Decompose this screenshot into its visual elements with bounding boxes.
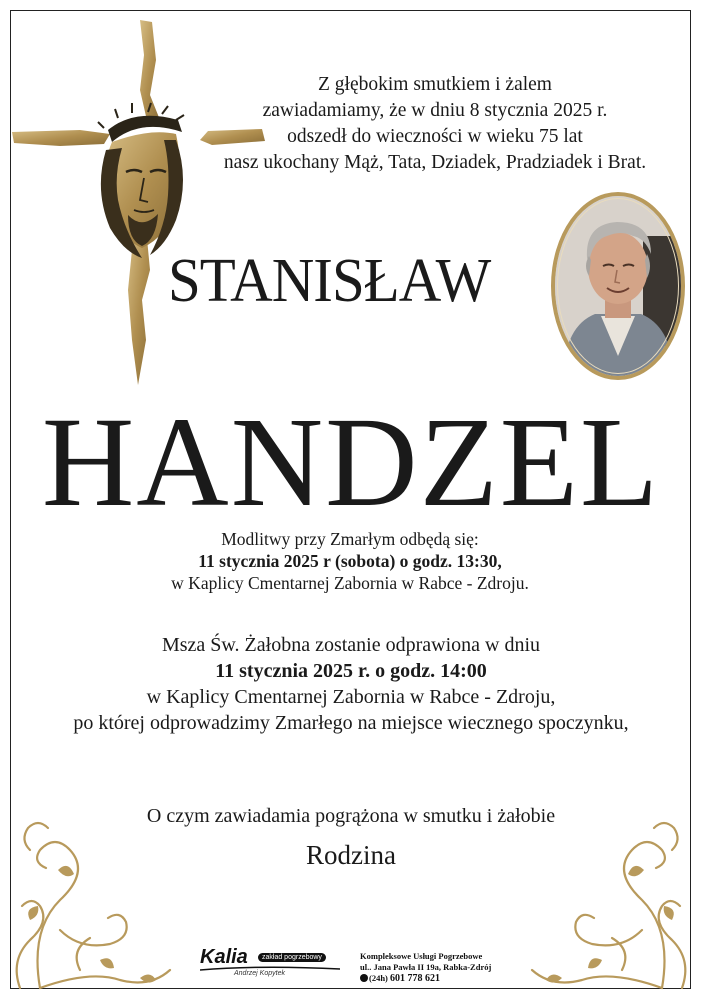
intro-line: odszedł do wieczności w wieku 75 lat [287, 126, 583, 147]
company-info [360, 951, 491, 984]
prayer-info [80, 528, 620, 594]
funeral-home-logo [200, 946, 350, 986]
floral-scroll-ornament [0, 810, 180, 990]
phone-number: 601 778 621 [390, 973, 441, 984]
deceased-last-name: HANDZEL [41, 391, 661, 533]
prayer-date: 11 stycznia 2025 r (sobota) o godz. 13:30, [198, 551, 502, 571]
cross-with-christ-icon [0, 0, 270, 400]
floral-scroll-ornament [522, 810, 702, 990]
phone-icon [360, 974, 368, 982]
intro-line: nasz ukochany Mąż, Tata, Dziadek, Pradziadek i Brat. [223, 152, 647, 173]
logo-owner: Andrzej Kopytek [234, 970, 285, 977]
mass-date: 11 stycznia 2025 r. o godz. 14:00 [215, 660, 487, 682]
closing-text: O czym zawiadamia pogrążona w smutku i żałobie [146, 805, 556, 827]
intro-line: zawiadamiamy, że w dniu 8 stycznia 2025 r. [262, 100, 608, 121]
announcement-intro [200, 72, 670, 176]
mass-info [30, 632, 672, 736]
company-services: Kompleksowe Usługi Pogrzebowe [360, 951, 483, 961]
logo-tagline: zakład pogrzebowy [258, 953, 326, 962]
mass-burial: po której odprowadzimy Zmarłego na miejsce wiecznego spoczynku, [73, 712, 629, 734]
mass-location: w Kaplicy Cmentarnej Zabornia w Rabce - Zdroju, [146, 686, 556, 708]
prayer-location: w Kaplicy Cmentarnej Zabornia w Rabce - Zdroju. [171, 573, 529, 593]
intro-line: Z głębokim smutkiem i żalem [318, 74, 552, 95]
mass-line: Msza Św. Żałobna zostanie odprawiona w dniu [161, 634, 541, 656]
family-signature: Rodzina [306, 840, 396, 870]
company-address: ul.. Jana Pawła II 19a, Rabka-Zdrój [360, 962, 492, 972]
prayer-line: Modlitwy przy Zmarłym odbędą się: [221, 529, 479, 549]
phone-prefix: (24h) [369, 973, 388, 983]
company-phone-row [360, 973, 491, 984]
deceased-first-name: STANISŁAW [168, 247, 491, 315]
portrait-inner-frame [557, 198, 679, 374]
logo-name: Kalia [200, 946, 248, 968]
deceased-portrait [551, 192, 685, 380]
